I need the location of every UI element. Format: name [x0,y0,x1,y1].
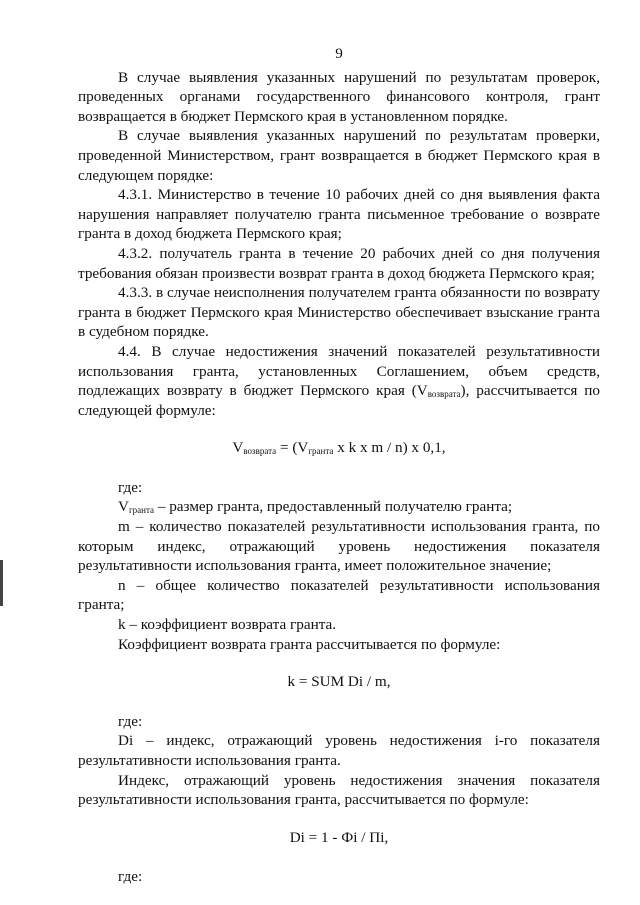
definition-k: k – коэффициент возврата гранта. [118,616,337,634]
paragraph-4-4: 4.4. В случае недостижения значений показателей результативности использования гранта, установленных Соглашением, объем средств, подлежащих возврату в бюджет Пермского края $(V_{возврата})$, рассчитывается по следующей формуле: [78,342,600,419]
formula-di: Di = 1 - Фi / Пi, [289,828,389,846]
paragraph-4-3-3: 4.3.3. в случае неисполнения получателем гранта обязанности по возврату гранта в бюджет Пермского края Министерство обеспечивает взыскание гранта в судебном порядке. [78,284,600,341]
definition-di: Di – индекс, отражающий уровень недостижения i-го показателя результативности использования гранта. [78,732,600,769]
paragraph-k-formula-intro: Коэффициент возврата гранта рассчитывается по формуле: [118,635,501,653]
paragraph-di-formula-intro: Индекс, отражающий уровень недостижения значения показателя результативности использования гранта, рассчитывается по формуле: [78,771,600,809]
formula-k: k = SUM Di / m, [287,673,391,691]
formula-return-volume: $V_{возврата} = (V_{гранта}$ x k x m / n) x 0,1, [232,439,446,457]
document-page [78,44,600,887]
paragraph-4-3-1: 4.3.1. Министерство в течение 10 рабочих дней со дня выявления факта нарушения направляет получателю гранта письменное требование о возврате гранта в доход бюджета Пермского края; [78,186,600,243]
paragraph-4-3-2: 4.3.2. получатель гранта в течение 20 рабочих дней со дня получения требования обязан произвести возврат гранта в доход бюджета Пермского края; [78,244,600,282]
definition-n: n – общее количество показателей результативности использования гранта; [78,576,600,614]
where-label-2: где: [118,712,143,730]
where-label-3: где: [118,868,143,886]
definition-v-grant: $V_{гранта}$ – размер гранта, предоставленный получателю гранта; [118,498,513,516]
paragraph-state-control: В случае выявления указанных нарушений по результатам проверок, проведенных органами государственного финансового контроля, грант возвращается в бюджет Пермского края в установленном порядке. [78,68,600,125]
page-number: 9 [335,45,343,62]
definition-m: m – количество показателей результативности использования гранта, по которым индекс, отражающий уровень недостижения показателя результативности использования гранта, имеет положительное значение; [78,518,600,575]
scan-edge-mark [0,560,3,606]
where-label-1: где: [118,478,143,496]
paragraph-ministry-check: В случае выявления указанных нарушений по результатам проверки, проведенной Министерством, грант возвращается в бюджет Пермского края в следующем порядке: [78,127,600,184]
